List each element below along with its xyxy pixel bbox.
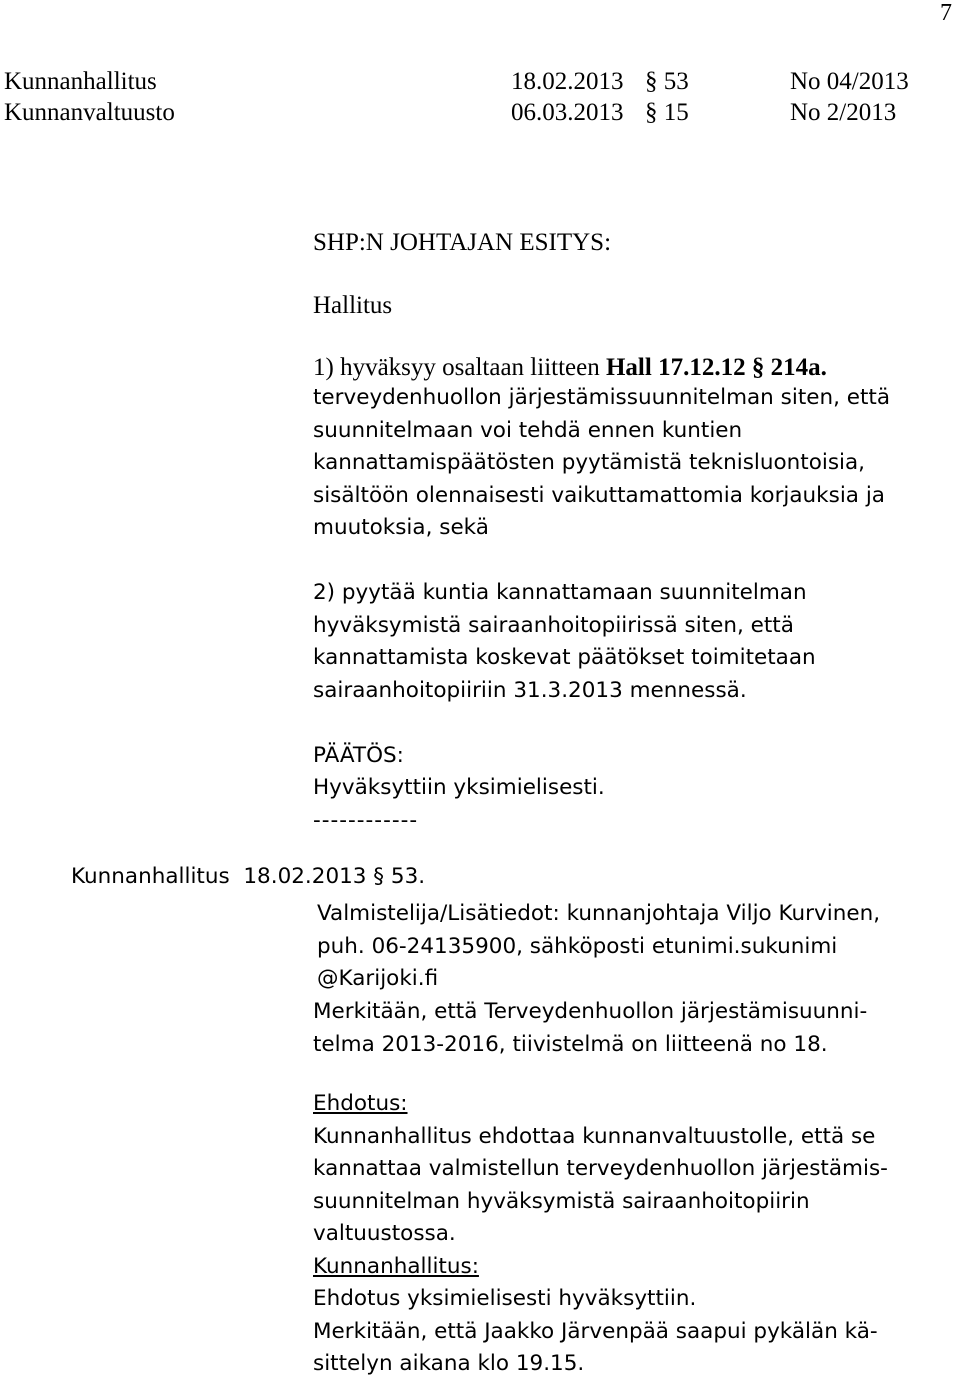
header-date-1: 18.02.2013 (511, 68, 624, 95)
item1-line: sisältöön olennaisesti vaikuttamattomia korjauksia ja (313, 482, 885, 508)
header-body-2: Kunnanvaltuusto (4, 99, 175, 126)
final-line: Merkitään, että Jaakko Järvenpää saapui pykälän kä- (313, 1318, 878, 1344)
proposal-line: Kunnanhallitus ehdottaa kunnanvaltuustolle, että se (313, 1123, 876, 1149)
item2-line: kannattamista koskevat päätökset toimitetaan (313, 645, 816, 670)
item1-reference: Hall 17.12.12 § 214a. (605, 354, 827, 381)
item1-line: terveydenhuollon järjestämissuunnitelman siten, että (313, 385, 891, 410)
item1-prefix: 1) hyväksyy osaltaan liitteen (313, 354, 606, 381)
decision-heading: PÄÄTÖS: (313, 742, 404, 768)
header-number-2: No 2/2013 (790, 99, 897, 126)
note-line: telma 2013-2016, tiivistelmä on liitteenä no 18. (313, 1031, 828, 1057)
decision-text: Hyväksyttiin yksimielisesti. (313, 775, 605, 800)
council-heading-ref: 18.02.2013 § 53. (243, 864, 426, 889)
header-date-2: 06.03.2013 (511, 99, 624, 126)
proposal-item1-first-line (313, 353, 827, 383)
proposal-line: kannattaa valmistellun terveydenhuollon järjestämis- (313, 1156, 888, 1181)
header-section-2: § 15 (645, 99, 689, 126)
council-decision-text: Ehdotus yksimielisesti hyväksyttiin. (313, 1286, 697, 1311)
council-decision-heading: Kunnanhallitus: (313, 1253, 479, 1279)
item2-line: 2) pyytää kuntia kannattamaan suunnitelman (313, 580, 807, 605)
proposal-line: suunnitelman hyväksymistä sairaanhoitopiirin (313, 1188, 810, 1214)
item1-line: suunnitelmaan voi tehdä ennen kuntien (313, 417, 743, 443)
council-note (313, 996, 933, 1061)
info-line: puh. 06-24135900, sähköposti etunimi.sukunimi (317, 933, 838, 959)
header-body-1: Kunnanhallitus (4, 68, 157, 95)
proposal-heading: SHP:N JOHTAJAN ESITYS: (313, 229, 612, 256)
proposal-subject: Hallitus (313, 292, 393, 319)
note-line: Merkitään, että Terveydenhuollon järjestämisuunni- (313, 999, 868, 1024)
separator: ------------ (313, 807, 419, 833)
header-number-1: No 04/2013 (790, 68, 909, 95)
council-heading: Kunnanhallitus (71, 864, 230, 889)
item1-line: kannattamispäätösten pyytämistä teknisluontoisia, (313, 450, 866, 475)
proposal-heading-underlined: Ehdotus: (313, 1091, 408, 1116)
page-number: 7 (940, 0, 952, 26)
final-line: sittelyn aikana klo 19.15. (313, 1351, 585, 1376)
council-info (317, 898, 937, 996)
proposal-line: valtuustossa. (313, 1221, 456, 1246)
header-section-1: § 53 (645, 68, 689, 95)
info-line: @Karijoki.fi (317, 966, 439, 991)
item2-line: sairaanhoitopiiriin 31.3.2013 mennessä. (313, 677, 747, 703)
council-proposal (313, 1088, 933, 1381)
item2-line: hyväksymistä sairaanhoitopiirissä siten, että (313, 612, 794, 638)
council-heading-row (71, 862, 425, 892)
item1-line: muutoksia, sekä (313, 515, 489, 540)
info-line: Valmistelija/Lisätiedot: kunnanjohtaja Viljo Kurvinen, (317, 901, 881, 926)
proposal-body (313, 382, 933, 837)
